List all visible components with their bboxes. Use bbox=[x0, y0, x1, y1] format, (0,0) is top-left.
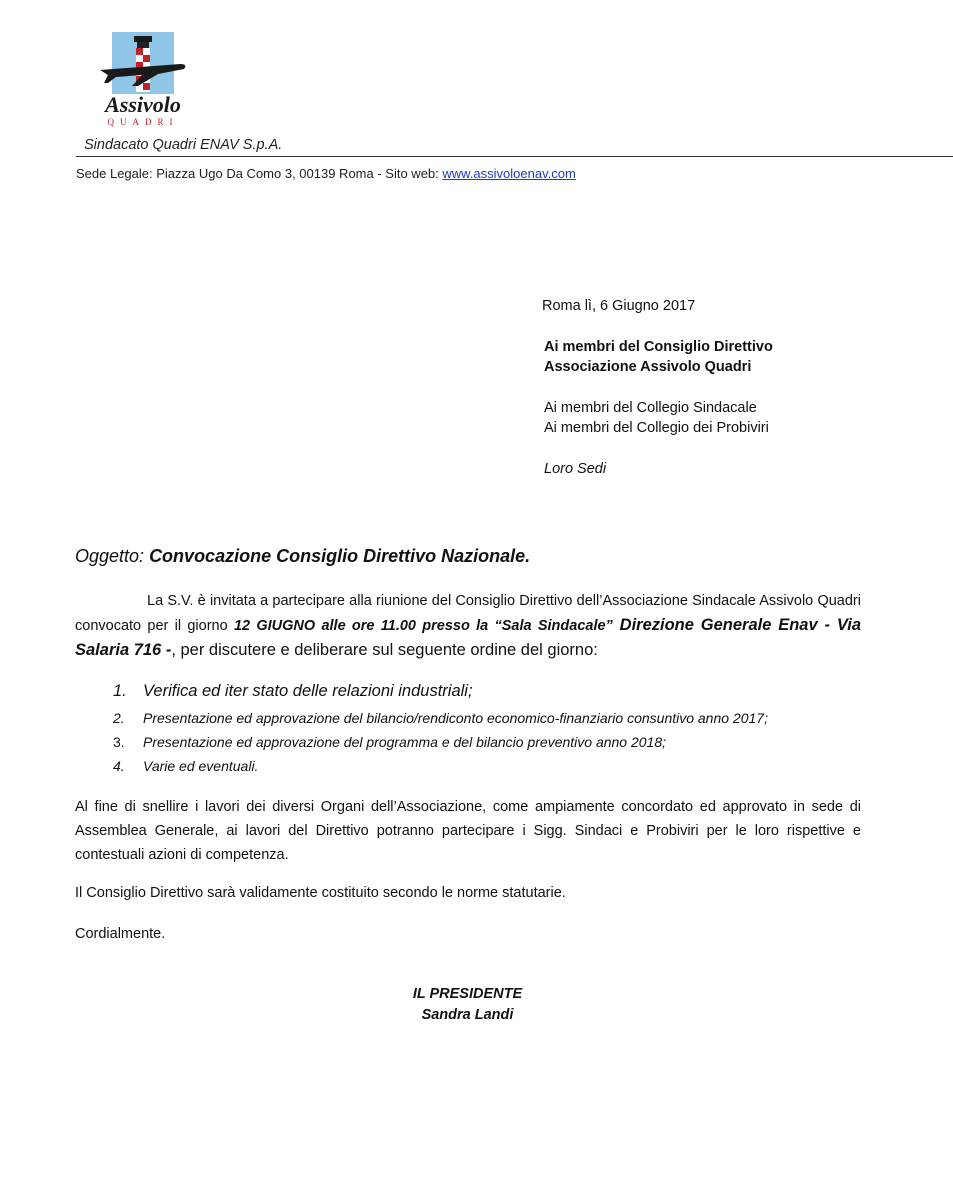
logo-tower-cab bbox=[134, 36, 152, 42]
validity-paragraph: Il Consiglio Direttivo sarà validamente costituito secondo le norme statutarie. bbox=[75, 885, 566, 901]
letter-date: Roma lì, 6 Giugno 2017 bbox=[542, 298, 696, 314]
agenda-item bbox=[113, 756, 873, 780]
subject-label: Oggetto: bbox=[75, 546, 150, 566]
registered-address bbox=[76, 166, 576, 181]
meeting-location: Direzione Generale Enav - Via Salaria 716 - bbox=[75, 616, 861, 659]
agenda-item bbox=[113, 682, 873, 708]
recipient-line: Associazione Assivolo Quadri bbox=[544, 359, 752, 375]
agenda-text: Presentazione ed approvazione del programma e del bilancio preventivo anno 2018; bbox=[143, 734, 667, 750]
agenda-number: 2. bbox=[113, 710, 125, 726]
agenda-number: 4. bbox=[113, 758, 125, 774]
intro-text: La S.V. è invitata a partecipare alla riunione del Consiglio Direttivo dell’Associazione Sindacale Assivolo Quadri convocato per il giorno bbox=[75, 593, 861, 634]
agenda-text: Verifica ed iter stato delle relazioni industriali; bbox=[143, 682, 473, 700]
intro-paragraph bbox=[75, 589, 861, 663]
closing-salutation: Cordialmente. bbox=[75, 926, 166, 942]
meeting-datetime: 12 GIUGNO alle ore 11.00 presso la “Sala Sindacale” bbox=[233, 618, 613, 634]
signature-title: IL PRESIDENTE bbox=[412, 986, 523, 1002]
recipient-line: Ai membri del Collegio dei Probiviri bbox=[544, 420, 769, 436]
loro-sedi: Loro Sedi bbox=[544, 461, 607, 477]
agenda-item bbox=[113, 732, 873, 756]
agenda-number: 1. bbox=[113, 682, 127, 700]
participation-paragraph: Al fine di snellire i lavori dei diversi Organi dell’Associazione, come ampiamente concordato ed approvato in sede di Assemblea Generale, ai lavori del Direttivo potranno partecipare i Sigg. Sindaci e Probiviri per le loro rispettive e contestuali azioni di competenza. bbox=[75, 799, 861, 863]
recipient-line: Ai membri del Consiglio Direttivo bbox=[544, 339, 773, 355]
organization-name: Sindacato Quadri ENAV S.p.A. bbox=[84, 137, 283, 153]
logo-subtitle: QUADRI bbox=[107, 117, 179, 127]
letter-subject bbox=[75, 546, 530, 567]
agenda-text: Presentazione ed approvazione del bilancio/rendiconto economico-finanziario consuntivo anno 2017; bbox=[143, 710, 768, 726]
logo-graphic bbox=[98, 30, 190, 130]
agenda-list bbox=[113, 682, 873, 780]
recipient-line: Ai membri del Collegio Sindacale bbox=[544, 400, 757, 416]
address-text: Sede Legale: Piazza Ugo Da Como 3, 00139 Roma - Sito web: bbox=[76, 166, 443, 181]
agenda-number: 3. bbox=[113, 734, 125, 750]
assivolo-logo bbox=[98, 30, 190, 130]
website-link[interactable]: www.assivoloenav.com bbox=[442, 166, 576, 181]
logo-wordmark: Assivolo bbox=[105, 92, 181, 117]
header-divider bbox=[76, 156, 953, 157]
intro-text-end: , per discutere e deliberare sul seguente ordine del giorno: bbox=[171, 641, 598, 659]
signature-name: Sandra Landi bbox=[421, 1007, 514, 1023]
agenda-item bbox=[113, 708, 873, 732]
agenda-text: Varie ed eventuali. bbox=[143, 758, 259, 774]
subject-text: Convocazione Consiglio Direttivo Nazionale. bbox=[149, 546, 531, 566]
